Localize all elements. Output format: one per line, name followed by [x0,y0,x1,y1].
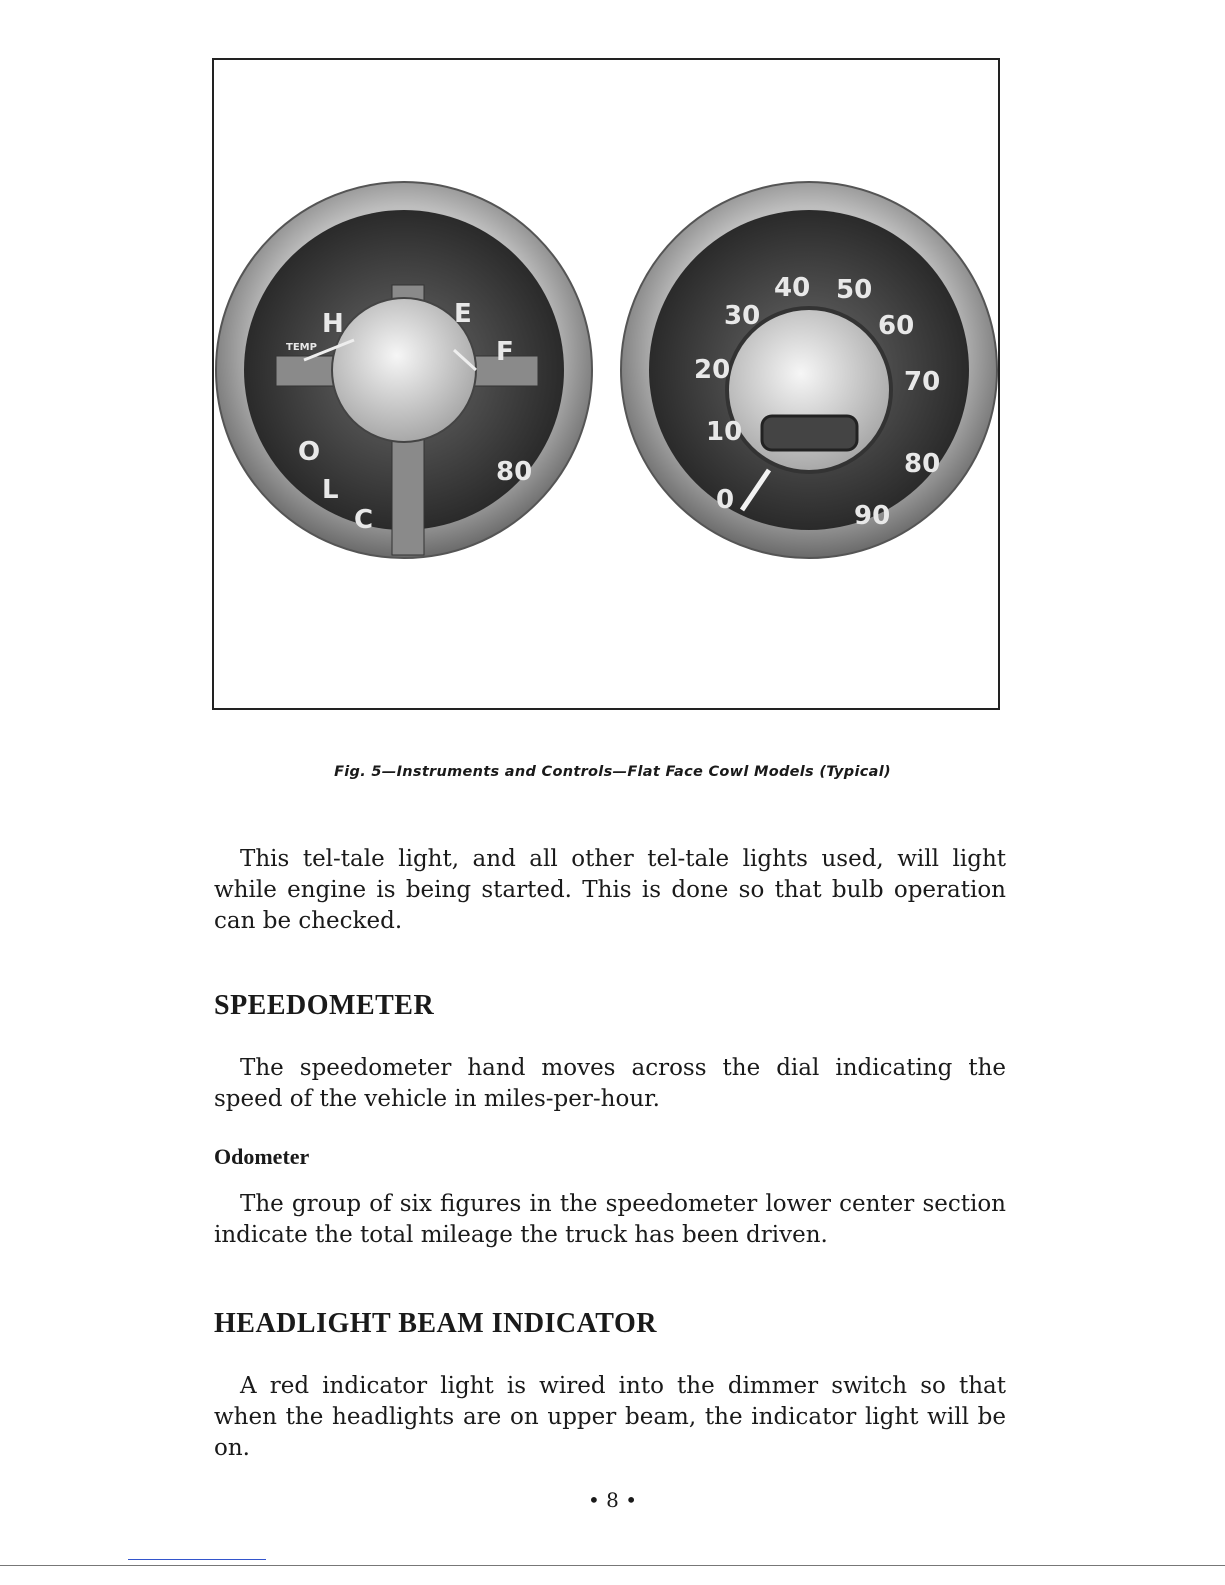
heading-odometer: Odometer [214,1144,310,1169]
gauge-label-e: E [454,299,472,329]
paragraph-odometer: The group of six figures in the speedometer lower center section indicate the total mileage the truck has been driven. [214,1191,1006,1248]
speed-label-20: 20 [694,355,731,385]
left-gauge [216,182,592,558]
speed-label-40: 40 [774,273,811,303]
speed-label-60: 60 [878,311,915,341]
gauge-label-temp: TEMP [286,342,317,353]
gauge-label-f: F [496,337,514,367]
instrument-cluster-illustration [214,60,1000,710]
gauge-label-o: O [298,437,321,467]
paragraph-headlight: A red indicator light is wired into the dimmer switch so that when the headlights are on upper beam, the indicator light will be on. [214,1373,1006,1461]
heading-headlight-beam-indicator: HEADLIGHT BEAM INDICATOR [214,1308,657,1339]
paragraph-speedometer: The speedometer hand moves across the dial indicating the speed of the vehicle in miles-per-hour. [214,1055,1006,1112]
figure-caption: Fig. 5—Instruments and Controls—Flat Face Cowl Models (Typical) [334,764,891,780]
speed-label-80: 80 [904,449,941,479]
speed-label-30: 30 [724,301,761,331]
paragraph-tel-tale: This tel-tale light, and all other tel-tale lights used, will light while engine is being started. This is done so that bulb operation can be checked. [214,846,1006,934]
gauge-label-h: H [322,309,344,339]
gauge-label-c: C [354,505,374,535]
speed-label-10: 10 [706,417,743,447]
heading-speedometer: SPEEDOMETER [214,990,435,1021]
bottom-rule [0,1565,1225,1566]
speed-label-0: 0 [716,485,735,515]
gauge-label-80: 80 [496,457,533,487]
speed-label-70: 70 [904,367,941,397]
figure-frame [212,58,1000,710]
page-number: • 8 • [587,1488,638,1512]
footer-link-underline [128,1559,266,1560]
odometer-window [762,416,857,450]
speed-label-50: 50 [836,275,873,305]
speed-label-90: 90 [854,501,891,531]
gauge-label-l: L [322,475,339,505]
speedometer-gauge [621,182,997,558]
